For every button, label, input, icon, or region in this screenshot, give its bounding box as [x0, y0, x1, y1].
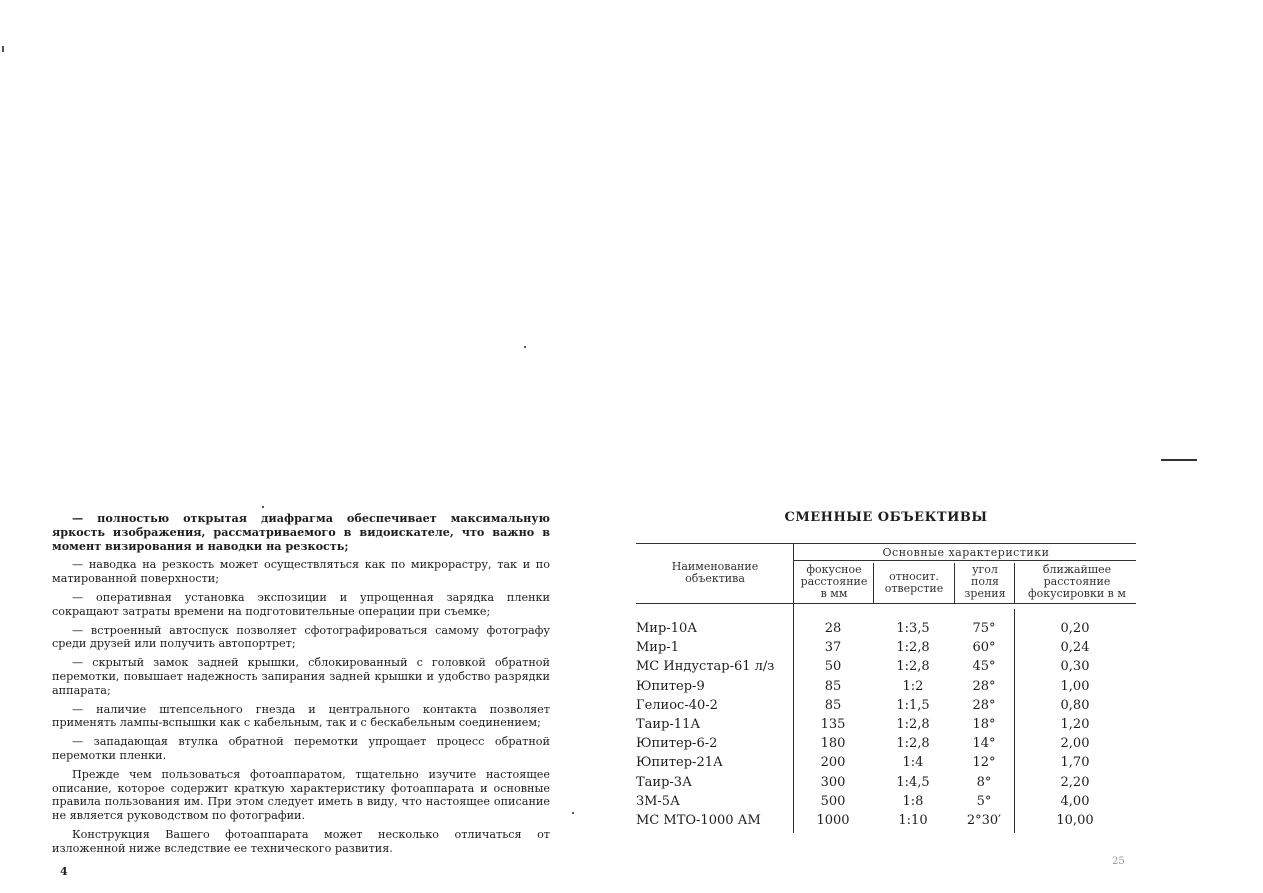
table-row: [636, 679, 1136, 698]
focal-length-cell: 180: [820, 736, 846, 752]
focal-length-cell: 37: [824, 640, 842, 656]
header-bottom-rule: [636, 603, 1136, 604]
page-title: СМЕННЫЕ ОБЪЕКТИВЫ: [784, 510, 988, 525]
aperture-cell: 1:2,8: [896, 717, 930, 732]
aperture-cell: 1:3,5: [896, 621, 930, 636]
aperture-cell: 1:1,5: [896, 697, 930, 713]
aperture-column-divider: [954, 563, 955, 603]
aperture-cell: 1:2: [902, 678, 924, 694]
min-focus-distance-cell: 1,20: [1060, 717, 1090, 732]
table-row: [636, 640, 1136, 659]
right-page-number: 25: [1112, 856, 1125, 867]
min-focus-distance-cell: 10,00: [1056, 813, 1094, 828]
focal-length-cell: 50: [824, 659, 842, 675]
min-focus-distance-cell: 1,70: [1060, 755, 1090, 771]
min-focus-distance-cell: 2,00: [1060, 736, 1090, 752]
min-focus-distance-cell: 4,00: [1060, 793, 1090, 809]
header-angle: угол поля зрения: [964, 563, 1006, 600]
table-row: [636, 813, 1136, 832]
paragraph: — наводка на резкость может осуществляться как по микрорастру, так и по матированной поверхности;: [52, 558, 550, 586]
focal-length-cell: 85: [824, 697, 842, 713]
left-page-number: 4: [60, 865, 68, 878]
table-row: [636, 736, 1136, 755]
focal-length-cell: 1000: [816, 813, 850, 828]
field-angle-cell: 12°: [972, 755, 996, 771]
field-angle-cell: 60°: [972, 640, 996, 656]
lens-name-cell: Юпитер-9: [636, 678, 705, 694]
table-row: [636, 698, 1136, 717]
table-top-rule: [636, 543, 1136, 544]
min-focus-distance-cell: 0,20: [1060, 621, 1090, 636]
scan-speck: [262, 506, 264, 508]
field-angle-cell: 8°: [976, 774, 992, 790]
angle-column-divider: [1014, 563, 1015, 603]
field-angle-cell: 45°: [972, 659, 996, 675]
focal-column-divider: [873, 563, 874, 603]
min-focus-distance-cell: 0,80: [1060, 697, 1090, 713]
aperture-cell: 1:4: [902, 755, 924, 771]
min-focus-distance-cell: 1,00: [1060, 678, 1090, 694]
focal-length-cell: 135: [820, 717, 846, 732]
aperture-cell: 1:10: [898, 813, 928, 828]
focal-length-cell: 500: [820, 793, 846, 809]
table-row: [636, 621, 1136, 640]
lens-name-cell: Гелиос-40-2: [636, 697, 718, 713]
lens-name-cell: МС МТО-1000 АМ: [636, 813, 761, 828]
aperture-cell: 1:4,5: [896, 774, 930, 790]
paragraph: Прежде чем пользоваться фотоаппаратом, тщательно изучите настоящее описание, которое содержит краткую характеристику фотоаппарата и основные правила пользования им. При этом следует иметь в виду, что настоящее описание не является руководством по фотографии.: [52, 767, 550, 823]
header-name: Наименование объектива: [671, 560, 759, 585]
scan-speck: [572, 812, 574, 814]
field-angle-cell: 28°: [972, 697, 996, 713]
focal-length-cell: 28: [824, 621, 842, 636]
paragraph: Конструкция Вашего фотоаппарата может несколько отличаться от изложенной ниже вследствие ее технического развития.: [52, 827, 550, 855]
paragraph: — скрытый замок задней крышки, сблокированный с головкой обратной перемотки, повышает надежность запирания задней крышки и удобство разрядки аппарата;: [52, 656, 550, 697]
field-angle-cell: 28°: [972, 678, 996, 694]
lens-name-cell: Мир-10А: [636, 621, 698, 636]
min-focus-distance-cell: 0,24: [1060, 640, 1090, 656]
table-row: [636, 755, 1136, 774]
field-angle-cell: 18°: [972, 717, 996, 732]
lens-name-cell: Таир-11А: [636, 717, 701, 732]
lens-name-cell: Юпитер-21А: [636, 755, 723, 771]
aperture-cell: 1:2,8: [896, 736, 930, 752]
header-distance: ближайшее расстояние фокусировки в м: [1028, 563, 1126, 600]
left-page-text: [52, 512, 550, 861]
lens-name-cell: Мир-1: [636, 640, 679, 656]
paragraph: — оперативная установка экспозиции и упрощенная зарядка пленки сокращают затраты времени на подготовительные операции при съемке;: [52, 590, 550, 618]
table-row: [636, 659, 1136, 678]
field-angle-cell: 75°: [972, 621, 996, 636]
header-group: Основные характеристики: [882, 546, 1050, 559]
paragraph: — полностью открытая диафрагма обеспечивает максимальную яркость изображения, рассматриваемого в видоискателе, что важно в момент визирования и наводки на резкость;: [52, 511, 550, 553]
table-row: [636, 794, 1136, 813]
lens-name-cell: Юпитер-6-2: [636, 736, 718, 752]
aperture-cell: 1:2,8: [896, 659, 930, 675]
paragraph: — западающая втулка обратной перемотки упрощает процесс обратной перемотки пленки.: [52, 735, 550, 762]
scan-speck: [524, 346, 526, 348]
min-focus-distance-cell: 2,20: [1060, 774, 1090, 790]
aperture-cell: 1:2,8: [896, 640, 930, 656]
group-header-rule: [794, 560, 1136, 561]
focal-length-cell: 200: [820, 755, 846, 771]
min-focus-distance-cell: 0,30: [1060, 659, 1090, 675]
header-focal: фокусное расстояние в мм: [800, 563, 868, 600]
header-aperture: относит. отверстие: [884, 570, 944, 595]
table-row: [636, 717, 1136, 736]
paragraph: — встроенный автоспуск позволяет сфотографироваться самому фотографу среди друзей или получить автопортрет;: [52, 623, 550, 651]
aperture-cell: 1:8: [902, 793, 924, 809]
field-angle-cell: 2°30′: [966, 813, 1002, 828]
scan-mark-line: [1161, 459, 1197, 461]
paragraph: — наличие штепсельного гнезда и центрального контакта позволяет применять лампы-вспышки как с кабельным, так и с бескабельным соединением;: [52, 702, 550, 730]
scan-speck: [2, 46, 4, 52]
lens-name-cell: ЗМ-5А: [636, 793, 680, 809]
focal-length-cell: 85: [824, 678, 842, 694]
lens-name-cell: Таир-3А: [636, 774, 692, 790]
lens-name-cell: МС Индустар-61 л/з: [636, 659, 775, 675]
field-angle-cell: 14°: [972, 736, 996, 752]
field-angle-cell: 5°: [976, 793, 992, 809]
table-row: [636, 775, 1136, 794]
focal-length-cell: 300: [820, 774, 846, 790]
